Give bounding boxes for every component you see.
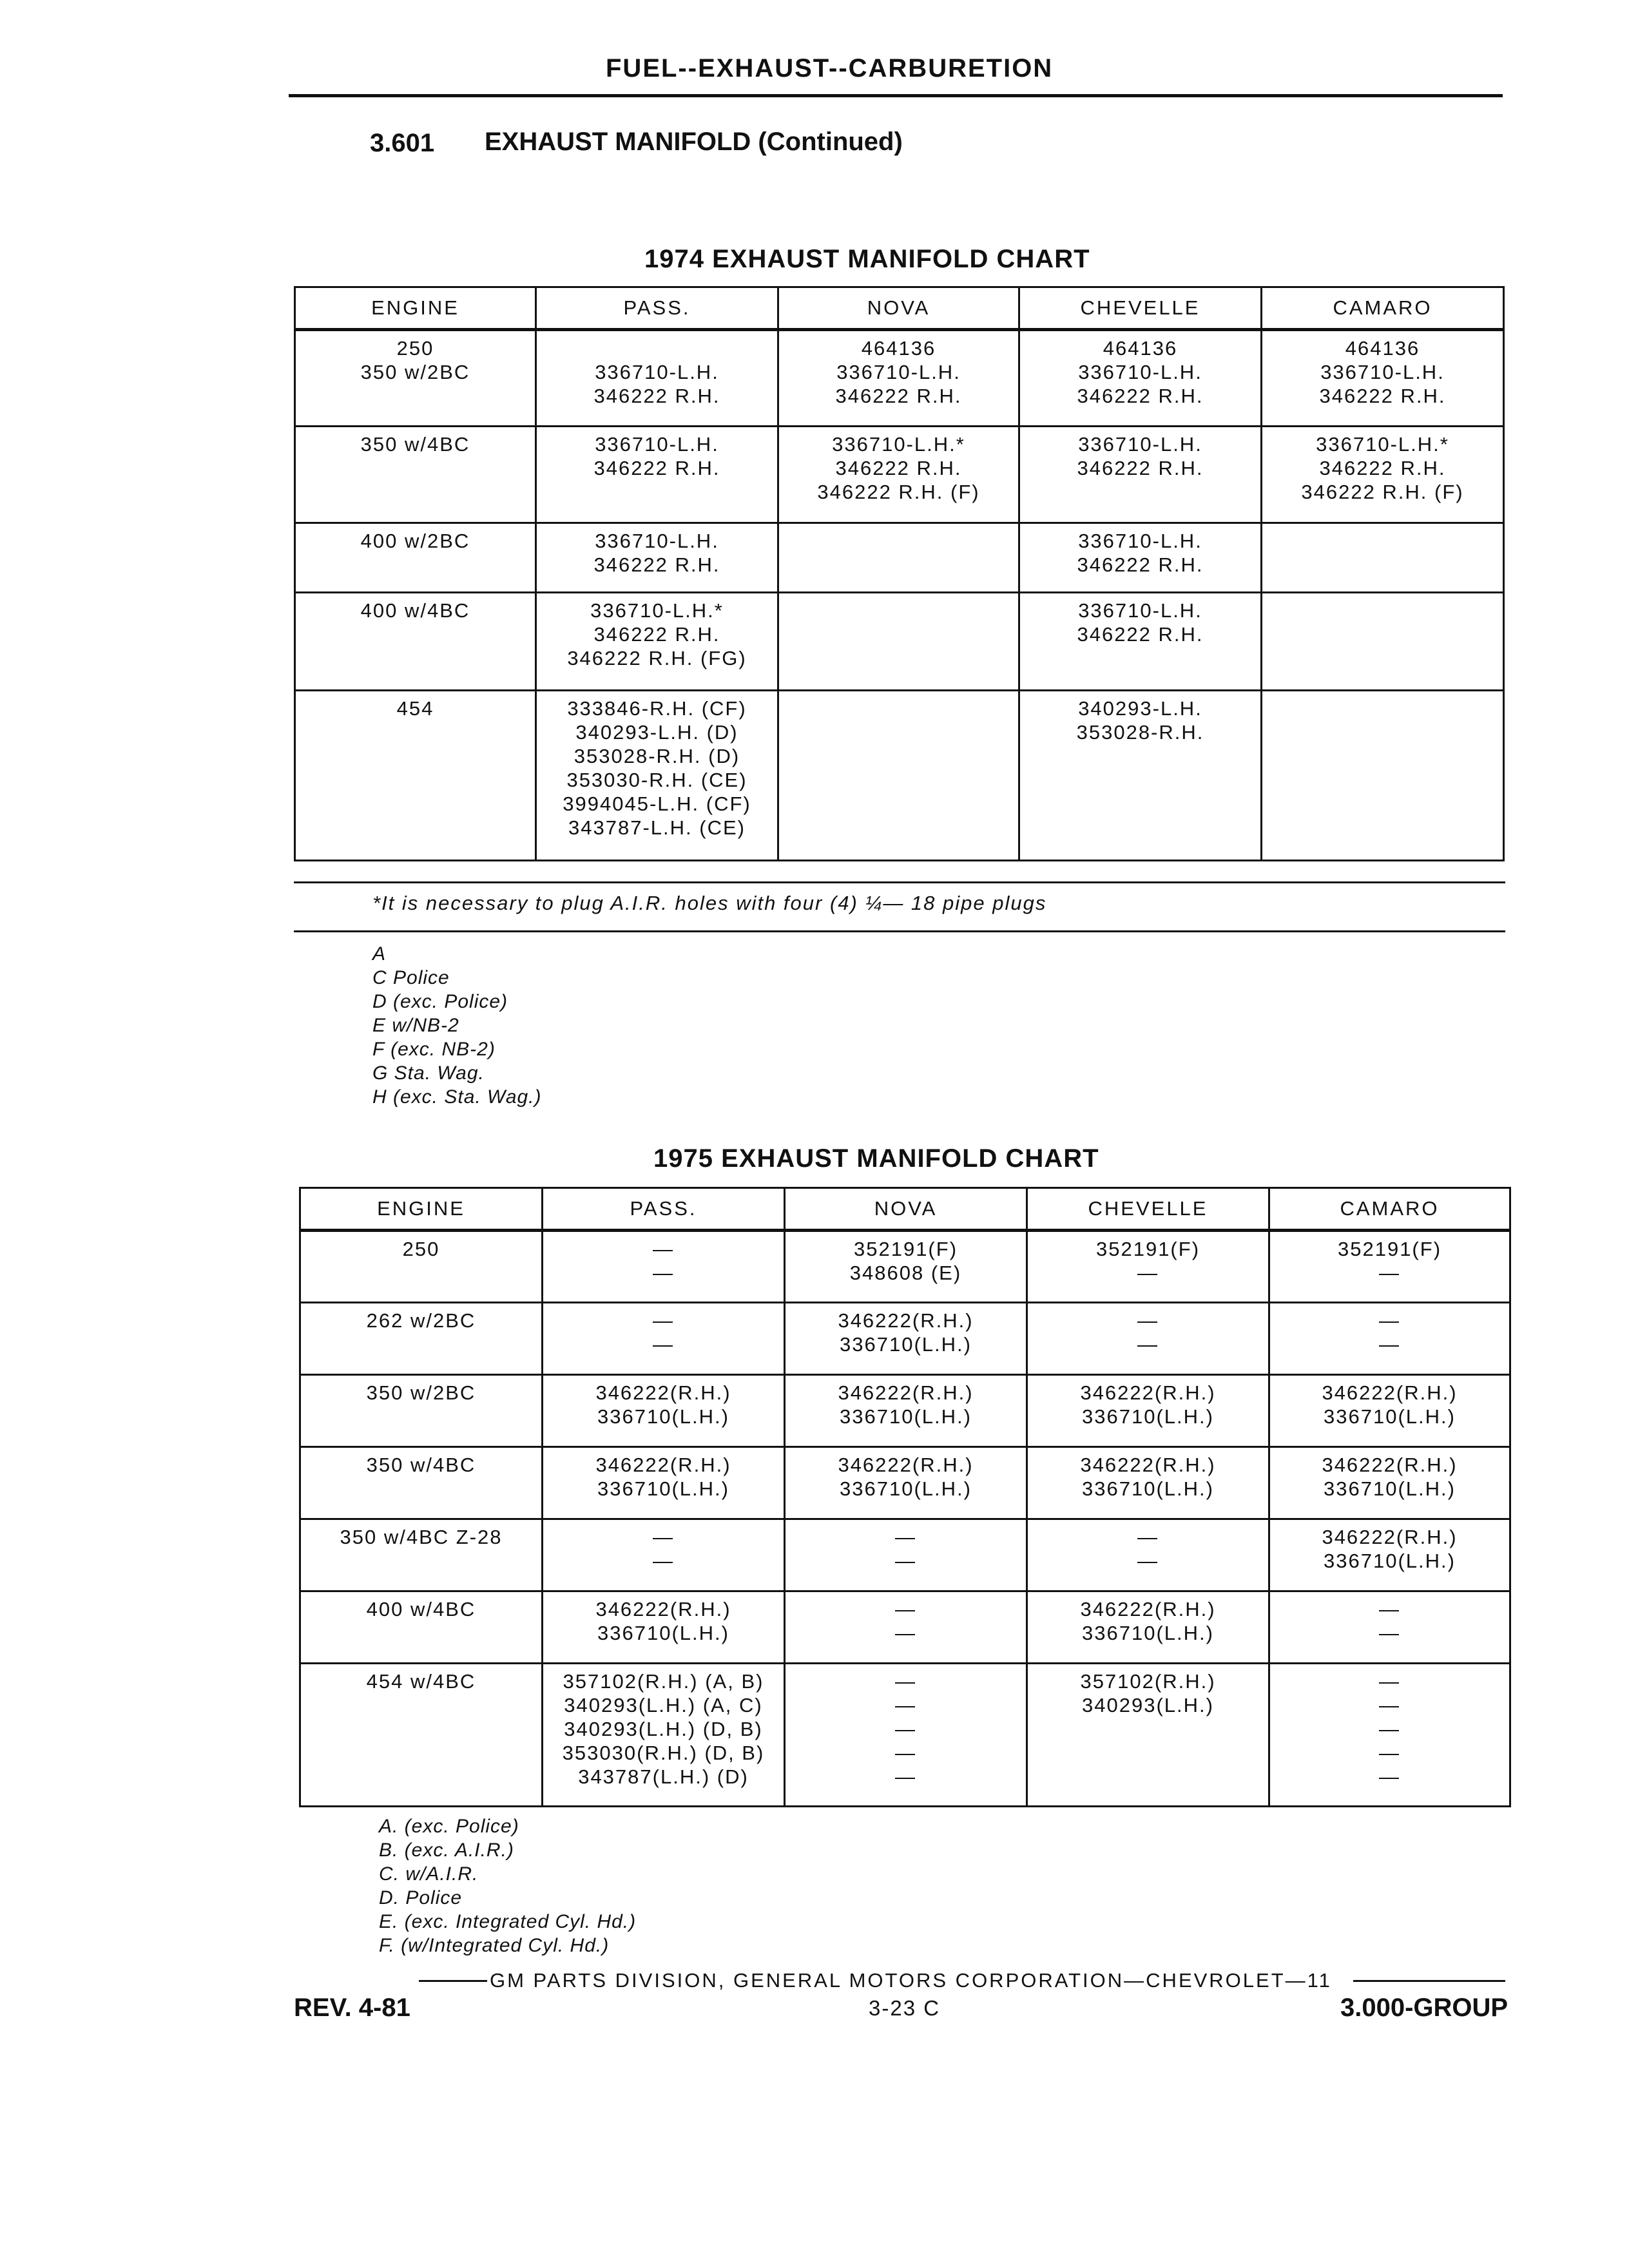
- cell-line: 353030(R.H.) (D, B): [562, 1742, 765, 1764]
- cell-line: 340293-L.H. (D): [575, 721, 738, 744]
- cell-line: 336710(L.H.): [1324, 1477, 1456, 1500]
- cell-chevelle: [1019, 330, 1262, 427]
- section-title: EXHAUST MANIFOLD (Continued): [485, 128, 903, 156]
- footer-publisher: GM PARTS DIVISION, GENERAL MOTORS CORPORATION—CHEVROLET—11: [490, 1969, 1332, 1992]
- cell-line: 346222(R.H.): [838, 1309, 974, 1332]
- cell-line: 336710(L.H.): [597, 1477, 729, 1500]
- cell-line: 250: [402, 1238, 440, 1260]
- table-row: [300, 1447, 1510, 1519]
- column-header: PASS.: [536, 287, 778, 330]
- column-header: CHEVELLE: [1019, 287, 1262, 330]
- cell-camaro: [1269, 1664, 1510, 1807]
- cell-line: 346222 R.H.: [593, 385, 720, 407]
- cell-camaro: [1262, 330, 1504, 427]
- cell-pass: [536, 330, 778, 427]
- cell-line: 352191(F): [1095, 1238, 1200, 1260]
- cell-line: —: [1379, 1622, 1400, 1644]
- cell-line: 350 w/2BC: [360, 361, 470, 383]
- cell-engine: [300, 1591, 543, 1664]
- note-line: G Sta. Wag.: [372, 1062, 485, 1084]
- cell-chevelle: [1027, 1664, 1269, 1807]
- chart-1975-table: [299, 1187, 1511, 1807]
- note-line: A: [372, 943, 387, 965]
- cell-line: —: [1379, 1694, 1400, 1716]
- column-header: NOVA: [785, 1188, 1027, 1231]
- cell-line: —: [1379, 1309, 1400, 1332]
- cell-line: 346222 R.H.: [1077, 623, 1204, 646]
- cell-line: 336710(L.H.): [840, 1405, 972, 1428]
- chart-1974-header-row: [295, 287, 1504, 330]
- cell-line: 343787(L.H.) (D): [578, 1765, 749, 1788]
- cell-engine: [295, 593, 536, 691]
- cell-line: 346222 R.H.: [1077, 553, 1204, 576]
- header-rule: [289, 94, 1503, 97]
- cell-engine: [300, 1664, 543, 1807]
- column-header: NOVA: [778, 287, 1019, 330]
- cell-line: 346222(R.H.): [838, 1381, 974, 1404]
- note-line: H (exc. Sta. Wag.): [372, 1086, 542, 1108]
- cell-line: 346222 R.H.: [1077, 385, 1204, 407]
- cell-line: 336710-L.H.*: [832, 433, 965, 456]
- cell-line: —: [895, 1598, 916, 1620]
- cell-line: [541, 336, 773, 360]
- cell-line: —: [1137, 1526, 1159, 1548]
- cell-chevelle: [1027, 1303, 1269, 1375]
- footer-group: 3.000-GROUP: [1340, 1994, 1509, 2022]
- cell-line: 346222 R.H. (FG): [567, 647, 747, 669]
- cell-line: 352191(F): [1337, 1238, 1442, 1260]
- cell-line: —: [1379, 1718, 1400, 1740]
- cell-nova: [778, 427, 1019, 523]
- cell-chevelle: [1019, 593, 1262, 691]
- cell-line: —: [1379, 1333, 1400, 1356]
- cell-pass: [543, 1591, 785, 1664]
- cell-nova: [778, 593, 1019, 691]
- cell-engine: [295, 427, 536, 523]
- cell-line: —: [653, 1550, 674, 1572]
- cell-line: 346222 R.H.: [593, 553, 720, 576]
- column-header: CHEVELLE: [1027, 1188, 1269, 1231]
- cell-line: —: [653, 1262, 674, 1284]
- cell-line: —: [1137, 1262, 1159, 1284]
- cell-line: 400 w/2BC: [360, 530, 470, 552]
- cell-line: —: [1379, 1598, 1400, 1620]
- cell-line: 350 w/4BC Z-28: [340, 1526, 503, 1548]
- cell-line: —: [1379, 1742, 1400, 1764]
- chart-1975-notes: [379, 1814, 636, 1957]
- cell-line: 400 w/4BC: [360, 599, 470, 622]
- cell-line: 336710(L.H.): [597, 1405, 729, 1428]
- cell-line: —: [895, 1670, 916, 1693]
- cell-line: 340293-L.H.: [1078, 697, 1202, 720]
- chart-1974-footnote: *It is necessary to plug A.I.R. holes with four (4) ¼— 18 pipe plugs: [372, 892, 1047, 914]
- table-row: [295, 427, 1504, 523]
- cell-line: 346222(R.H.): [595, 1598, 731, 1620]
- footnote-rule-top: [294, 881, 1505, 883]
- cell-line: 336710(L.H.): [1324, 1405, 1456, 1428]
- cell-nova: [785, 1375, 1027, 1447]
- cell-line: 357102(R.H.) (A, B): [563, 1670, 764, 1693]
- table-row: [295, 691, 1504, 861]
- cell-line: 336710(L.H.): [1324, 1550, 1456, 1572]
- cell-nova: [785, 1591, 1027, 1664]
- cell-line: —: [1137, 1550, 1159, 1572]
- cell-camaro: [1269, 1231, 1510, 1303]
- cell-line: 346222 R.H.: [593, 623, 720, 646]
- cell-line: 346222 R.H.: [835, 385, 962, 407]
- cell-line: 400 w/4BC: [366, 1598, 476, 1620]
- table-row: [300, 1231, 1510, 1303]
- cell-camaro: [1262, 691, 1504, 861]
- note-line: F. (w/Integrated Cyl. Hd.): [379, 1935, 610, 1956]
- cell-line: 346222(R.H.): [1080, 1598, 1216, 1620]
- cell-line: —: [1379, 1765, 1400, 1788]
- cell-pass: [543, 1664, 785, 1807]
- note-line: E w/NB-2: [372, 1015, 459, 1036]
- cell-engine: [295, 691, 536, 861]
- cell-chevelle: [1027, 1447, 1269, 1519]
- cell-line: 464136: [861, 337, 936, 360]
- table-row: [295, 330, 1504, 427]
- cell-line: 454 w/4BC: [366, 1670, 476, 1693]
- cell-line: —: [1137, 1309, 1159, 1332]
- cell-line: 346222(R.H.): [1322, 1526, 1458, 1548]
- cell-line: —: [895, 1765, 916, 1788]
- cell-line: 346222(R.H.): [595, 1381, 731, 1404]
- cell-camaro: [1262, 523, 1504, 593]
- cell-pass: [536, 593, 778, 691]
- cell-line: 343787-L.H. (CE): [568, 816, 746, 839]
- cell-line: 346222(R.H.): [1322, 1454, 1458, 1476]
- cell-line: 336710-L.H.: [595, 361, 719, 383]
- cell-line: 336710-L.H.: [1078, 433, 1202, 456]
- table-row: [295, 593, 1504, 691]
- cell-nova: [778, 523, 1019, 593]
- cell-line: 353028-R.H.: [1076, 721, 1204, 744]
- column-header: CAMARO: [1269, 1188, 1510, 1231]
- note-line: B. (exc. A.I.R.): [379, 1840, 514, 1861]
- cell-pass: [536, 427, 778, 523]
- cell-line: 346222(R.H.): [1322, 1381, 1458, 1404]
- cell-line: —: [653, 1238, 674, 1260]
- cell-nova: [785, 1303, 1027, 1375]
- cell-camaro: [1269, 1447, 1510, 1519]
- cell-chevelle: [1027, 1519, 1269, 1591]
- chart-1974-notes: [372, 942, 542, 1109]
- cell-line: —: [895, 1550, 916, 1572]
- table-row: [300, 1375, 1510, 1447]
- footnote-rule-bottom: [294, 930, 1505, 932]
- cell-line: —: [895, 1718, 916, 1740]
- note-line: C Police: [372, 967, 450, 988]
- cell-line: 336710-L.H.*: [590, 599, 724, 622]
- cell-line: 3994045-L.H. (CF): [563, 793, 751, 815]
- cell-line: 336710(L.H.): [597, 1622, 729, 1644]
- cell-chevelle: [1027, 1591, 1269, 1664]
- cell-chevelle: [1019, 691, 1262, 861]
- chart-1974-table: [294, 286, 1505, 861]
- cell-line: 340293(L.H.) (D, B): [564, 1718, 763, 1740]
- cell-pass: [543, 1231, 785, 1303]
- cell-pass: [543, 1519, 785, 1591]
- cell-line: 464136: [1345, 337, 1420, 360]
- cell-line: —: [1379, 1670, 1400, 1693]
- cell-pass: [543, 1303, 785, 1375]
- cell-line: —: [653, 1333, 674, 1356]
- table-row: [300, 1664, 1510, 1807]
- cell-line: 346222(R.H.): [595, 1454, 731, 1476]
- cell-line: 346222 R.H.: [593, 457, 720, 479]
- cell-line: 336710(L.H.): [840, 1333, 972, 1356]
- cell-line: 353028-R.H. (D): [574, 745, 740, 767]
- cell-line: 350 w/2BC: [366, 1381, 476, 1404]
- cell-line: 336710(L.H.): [840, 1477, 972, 1500]
- note-line: A. (exc. Police): [379, 1816, 519, 1837]
- table-row: [300, 1519, 1510, 1591]
- cell-line: 336710-L.H.: [1078, 530, 1202, 552]
- cell-line: 333846-R.H. (CF): [567, 697, 747, 720]
- cell-nova: [785, 1231, 1027, 1303]
- cell-line: —: [895, 1526, 916, 1548]
- cell-line: 357102(R.H.): [1080, 1670, 1216, 1693]
- cell-line: —: [1137, 1333, 1159, 1356]
- cell-nova: [785, 1519, 1027, 1591]
- cell-line: 340293(L.H.): [1082, 1694, 1214, 1716]
- footer-rule-right: [1353, 1980, 1505, 1982]
- cell-camaro: [1262, 593, 1504, 691]
- cell-nova: [778, 691, 1019, 861]
- column-header: CAMARO: [1262, 287, 1504, 330]
- cell-line: 346222 R.H.: [1319, 457, 1446, 479]
- cell-pass: [536, 691, 778, 861]
- cell-line: 346222 R.H. (F): [1301, 481, 1464, 503]
- cell-line: 346222(R.H.): [838, 1454, 974, 1476]
- column-header: ENGINE: [295, 287, 536, 330]
- cell-line: 348608 (E): [849, 1262, 962, 1284]
- cell-camaro: [1269, 1591, 1510, 1664]
- cell-nova: [778, 330, 1019, 427]
- cell-camaro: [1269, 1519, 1510, 1591]
- note-line: C. w/A.I.R.: [379, 1863, 479, 1885]
- cell-chevelle: [1027, 1231, 1269, 1303]
- note-line: D. Police: [379, 1887, 463, 1908]
- footer-page-number: 3-23 C: [869, 1996, 941, 2020]
- cell-engine: [295, 523, 536, 593]
- cell-nova: [785, 1664, 1027, 1807]
- cell-line: 346222 R.H.: [1319, 385, 1446, 407]
- chart-1975-title: 1975 EXHAUST MANIFOLD CHART: [653, 1144, 1099, 1173]
- cell-camaro: [1269, 1303, 1510, 1375]
- cell-line: 336710(L.H.): [1082, 1477, 1214, 1500]
- note-line: F (exc. NB-2): [372, 1039, 496, 1060]
- cell-line: 336710-L.H.: [1320, 361, 1445, 383]
- cell-engine: [295, 330, 536, 427]
- cell-camaro: [1269, 1375, 1510, 1447]
- note-line: D (exc. Police): [372, 991, 508, 1012]
- cell-line: —: [895, 1742, 916, 1764]
- cell-engine: [300, 1231, 543, 1303]
- cell-line: 340293(L.H.) (A, C): [564, 1694, 763, 1716]
- column-header: PASS.: [543, 1188, 785, 1231]
- table-row: [295, 523, 1504, 593]
- cell-line: 336710(L.H.): [1082, 1405, 1214, 1428]
- cell-line: 350 w/4BC: [366, 1454, 476, 1476]
- cell-engine: [300, 1375, 543, 1447]
- note-line: E. (exc. Integrated Cyl. Hd.): [379, 1911, 637, 1932]
- cell-line: —: [653, 1309, 674, 1332]
- cell-line: —: [1379, 1262, 1400, 1284]
- cell-engine: [300, 1519, 543, 1591]
- cell-line: 346222 R.H.: [835, 457, 962, 479]
- table-row: [300, 1591, 1510, 1664]
- cell-engine: [300, 1447, 543, 1519]
- cell-line: 336710-L.H.: [595, 530, 719, 552]
- cell-engine: [300, 1303, 543, 1375]
- cell-chevelle: [1027, 1375, 1269, 1447]
- cell-line: 346222 R.H.: [1077, 457, 1204, 479]
- cell-line: 336710-L.H.: [1078, 361, 1202, 383]
- section-number: 3.601: [370, 129, 435, 157]
- cell-pass: [536, 523, 778, 593]
- cell-line: 262 w/2BC: [366, 1309, 476, 1332]
- chart-1974-title: 1974 EXHAUST MANIFOLD CHART: [644, 245, 1090, 273]
- cell-camaro: [1262, 427, 1504, 523]
- chart-1975-header-row: [300, 1188, 1510, 1231]
- footer-revision: REV. 4-81: [294, 1994, 410, 2022]
- cell-nova: [785, 1447, 1027, 1519]
- cell-line: —: [653, 1526, 674, 1548]
- cell-chevelle: [1019, 427, 1262, 523]
- cell-chevelle: [1019, 523, 1262, 593]
- cell-line: 352191(F): [853, 1238, 958, 1260]
- cell-line: 454: [396, 697, 434, 720]
- cell-line: 346222 R.H. (F): [817, 481, 980, 503]
- page-header-title: FUEL--EXHAUST--CARBURETION: [606, 54, 1054, 82]
- cell-line: 250: [396, 337, 434, 360]
- cell-line: 464136: [1103, 337, 1178, 360]
- cell-line: 336710(L.H.): [1082, 1622, 1214, 1644]
- cell-line: —: [895, 1622, 916, 1644]
- cell-line: 353030-R.H. (CE): [566, 769, 747, 791]
- cell-line: 350 w/4BC: [360, 433, 470, 456]
- cell-line: 336710-L.H.*: [1316, 433, 1449, 456]
- cell-line: 336710-L.H.: [1078, 599, 1202, 622]
- cell-pass: [543, 1375, 785, 1447]
- column-header: ENGINE: [300, 1188, 543, 1231]
- cell-line: 336710-L.H.: [836, 361, 961, 383]
- table-row: [300, 1303, 1510, 1375]
- cell-line: 346222(R.H.): [1080, 1381, 1216, 1404]
- cell-line: 346222(R.H.): [1080, 1454, 1216, 1476]
- cell-pass: [543, 1447, 785, 1519]
- cell-line: —: [895, 1694, 916, 1716]
- cell-line: 336710-L.H.: [595, 433, 719, 456]
- footer-rule-left: [419, 1980, 487, 1982]
